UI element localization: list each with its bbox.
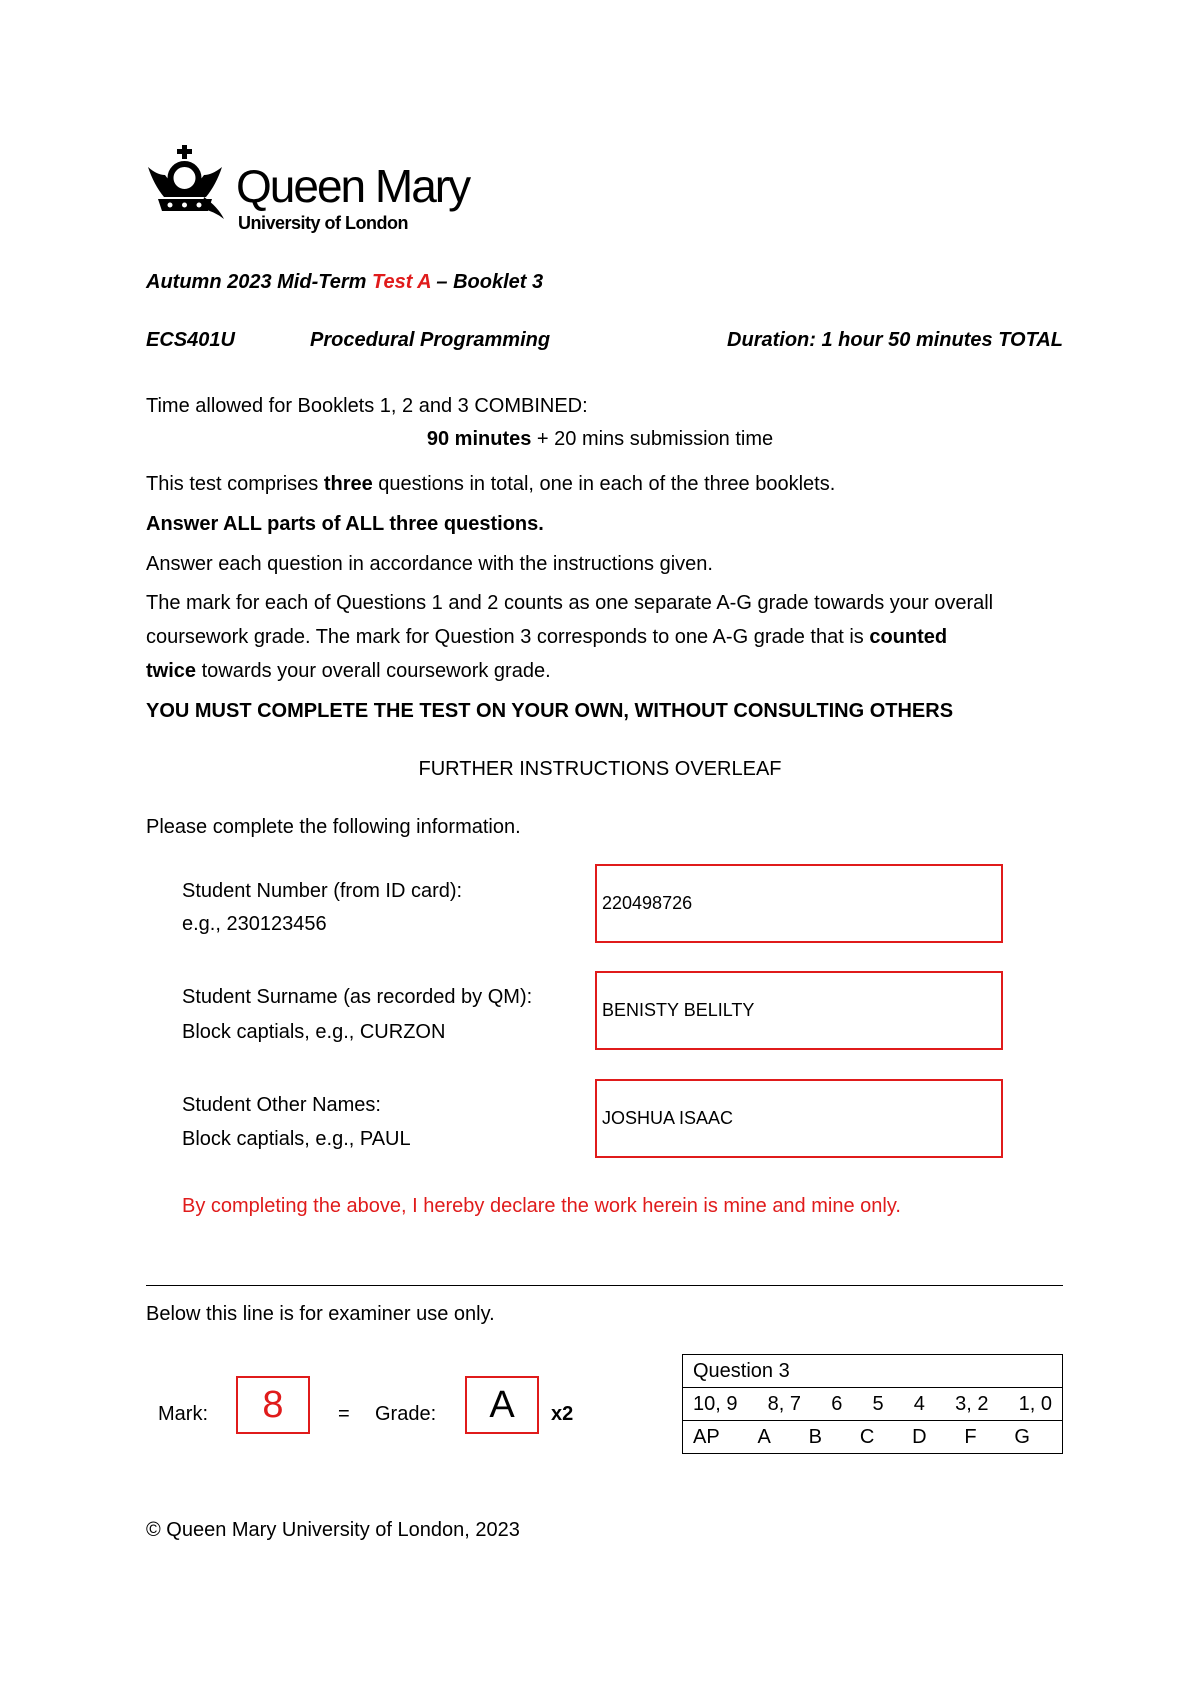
marks-cell: 10, 9 <box>693 1392 738 1415</box>
own-work-warning: YOU MUST COMPLETE THE TEST ON YOUR OWN, WITHOUT CONSULTING OTHERS <box>146 700 954 722</box>
university-logo <box>144 145 474 235</box>
grades-cells <box>693 1426 1052 1449</box>
marks-cell: 3, 2 <box>955 1392 989 1415</box>
grade-cell: D <box>912 1425 927 1448</box>
title-booklet: – Booklet 3 <box>430 271 544 293</box>
marks-cell: 5 <box>872 1392 884 1415</box>
grade-table-title: Question 3 <box>683 1355 1063 1388</box>
grade-cell: G <box>1014 1425 1030 1448</box>
other-names-label: Student Other Names: <box>182 1094 381 1116</box>
mark-line-2-bold: counted <box>869 626 948 648</box>
other-names-field[interactable] <box>595 1079 1003 1158</box>
examiner-note: Below this line is for examiner use only. <box>146 1303 495 1325</box>
marks-cells <box>693 1393 1052 1416</box>
time-bold: 90 minutes <box>426 428 532 450</box>
comprises-post: questions in total, one in each of the three booklets. <box>372 473 836 495</box>
comprises-bold: three <box>323 473 373 495</box>
module-code: ECS401U <box>146 329 235 351</box>
time-allowed: Time allowed for Booklets 1, 2 and 3 COMBINED: <box>146 395 588 417</box>
student-number-value: 220498726 <box>602 893 693 913</box>
grade-table-grades-row <box>683 1421 1063 1454</box>
mark-line-2 <box>146 625 947 649</box>
time-rest: + 20 mins submission time <box>531 428 774 450</box>
surname-value: BENISTY BELILTY <box>602 1000 755 1020</box>
equals-sign: = <box>338 1403 350 1425</box>
surname-label: Student Surname (as recorded by QM): <box>182 986 533 1008</box>
surname-field[interactable] <box>595 971 1003 1050</box>
copyright-footer: © Queen Mary University of London, 2023 <box>146 1519 520 1541</box>
marks-cell: 6 <box>831 1392 843 1415</box>
grade-cell: AP <box>693 1425 720 1448</box>
test-variant: Test A <box>371 271 431 293</box>
time-detail <box>0 427 1200 451</box>
other-names-hint: Block captials, e.g., PAUL <box>182 1128 411 1150</box>
grade-cell: C <box>859 1425 875 1448</box>
surname-hint: Block captials, e.g., CURZON <box>182 1021 446 1043</box>
mark-box <box>236 1376 310 1434</box>
marks-cell: 8, 7 <box>767 1392 802 1415</box>
booklet-title <box>146 270 543 294</box>
answer-all: Answer ALL parts of ALL three questions. <box>146 513 544 535</box>
declaration: By completing the above, I hereby declare the work herein is mine and mine only. <box>182 1195 901 1217</box>
comprises-pre: This test comprises <box>146 473 324 495</box>
grade-value: A <box>489 1383 515 1426</box>
grade-table-title-row <box>683 1355 1063 1388</box>
other-names-value: JOSHUA ISAAC <box>602 1108 734 1128</box>
marks-cell: 1, 0 <box>1018 1392 1052 1415</box>
mark-value: 8 <box>262 1383 284 1426</box>
grade-table <box>682 1354 1063 1454</box>
title-text: Autumn 2023 Mid-Term <box>146 271 372 293</box>
logo-wordmark: Queen Mary <box>236 160 470 212</box>
mark-line-3-text: towards your overall coursework grade. <box>196 660 551 682</box>
mark-label: Mark: <box>158 1403 208 1425</box>
mark-line-3 <box>146 659 551 683</box>
grade-label: Grade: <box>375 1403 437 1425</box>
logo-subtitle: University of London <box>238 213 408 233</box>
module-name: Procedural Programming <box>310 329 551 351</box>
mark-line-1: The mark for each of Questions 1 and 2 counts as one separate A-G grade towards your overall <box>146 592 994 614</box>
mark-line-2-text: coursework grade. The mark for Question 3 corresponds to one A-G grade that is <box>146 626 870 648</box>
comprises-line <box>146 472 835 496</box>
grade-table-marks-row <box>683 1388 1063 1421</box>
student-number-field[interactable] <box>595 864 1003 943</box>
student-number-hint: e.g., 230123456 <box>182 913 327 935</box>
duration: Duration: 1 hour 50 minutes TOTAL <box>727 329 1063 351</box>
please-complete: Please complete the following information. <box>146 816 521 838</box>
crown-crest-icon <box>144 145 226 225</box>
grade-cell: F <box>964 1425 977 1448</box>
grade-cell: B <box>808 1425 822 1448</box>
marks-cell: 4 <box>913 1392 925 1415</box>
grade-multiplier: x2 <box>551 1403 574 1425</box>
mark-line-3-bold: twice <box>146 660 197 682</box>
examiner-divider <box>146 1285 1063 1286</box>
grade-box <box>465 1376 539 1434</box>
further-instructions: FURTHER INSTRUCTIONS OVERLEAF <box>418 758 782 780</box>
accordance: Answer each question in accordance with the instructions given. <box>146 553 713 575</box>
student-number-label: Student Number (from ID card): <box>182 880 463 902</box>
grade-cell: A <box>757 1425 771 1448</box>
